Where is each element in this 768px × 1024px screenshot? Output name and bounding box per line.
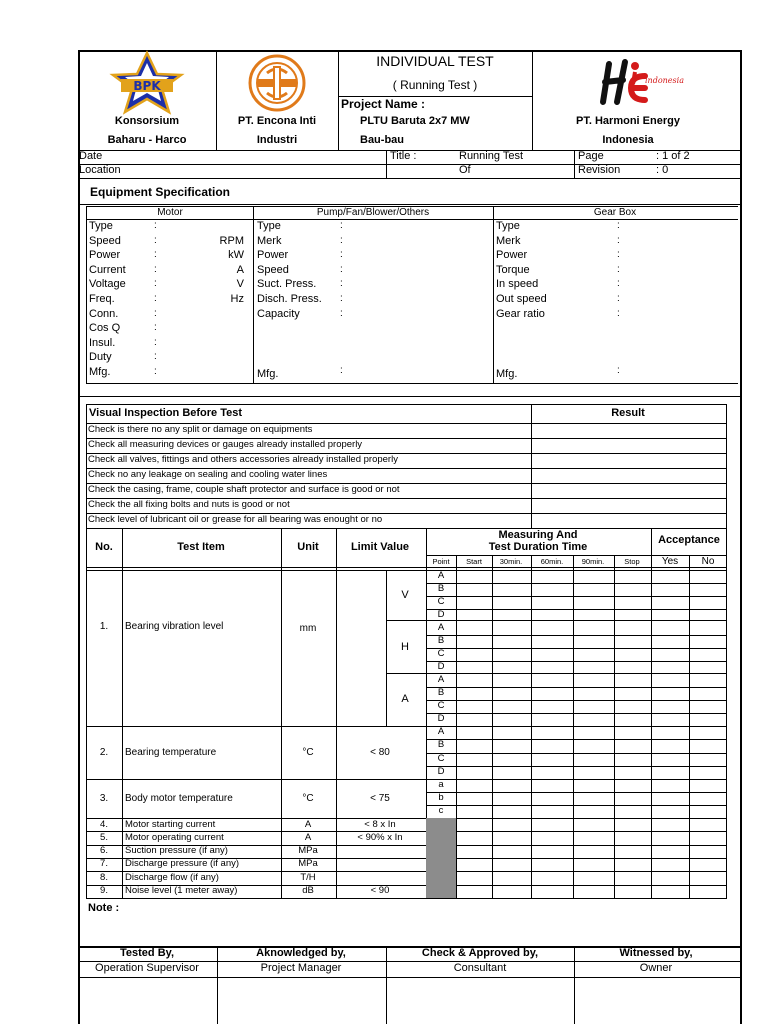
- test-row-unit: A: [304, 831, 312, 843]
- motor-spec-unit: V: [236, 278, 244, 291]
- col-measuring: Measuring And: [498, 529, 578, 541]
- motor-spec-value[interactable]: [162, 367, 218, 380]
- measure-reading-cells[interactable]: [457, 635, 651, 648]
- pump-spec-value[interactable]: [348, 236, 488, 249]
- gear-spec-colon: :: [617, 307, 620, 319]
- gear-spec-label: Out speed: [496, 293, 547, 305]
- motor-spec-label: Conn.: [89, 307, 119, 320]
- gear-spec-value[interactable]: [625, 279, 733, 292]
- pump-mfg-label: Mfg.: [257, 368, 279, 380]
- gear-spec-value[interactable]: [625, 309, 733, 322]
- pump-spec-value[interactable]: [348, 250, 488, 263]
- measure-reading-cells[interactable]: [457, 648, 651, 661]
- visual-check-item: Check all valves, fittings and others accessories already installed properly: [88, 454, 398, 465]
- pump-spec-label: Suct. Press.: [257, 278, 317, 291]
- measure-reading-cells[interactable]: [457, 687, 651, 700]
- project-location: Bau-bau: [360, 134, 404, 146]
- test-row-unit: dB: [302, 885, 314, 896]
- motor-spec-colon: :: [154, 293, 157, 304]
- motor-spec-colon: :: [154, 322, 157, 334]
- motor-spec-colon: :: [154, 220, 157, 231]
- pump-spec-label: Capacity: [257, 307, 300, 320]
- test-row-no: 5.: [100, 831, 108, 843]
- visual-check-item: Check the all fixing bolts and nuts is good or not: [88, 499, 290, 510]
- measure-reading-cells[interactable]: [457, 713, 651, 726]
- test-row-item: Motor starting current: [125, 818, 216, 830]
- bpk-logo-text: BPK: [133, 79, 161, 93]
- gear-mfg-colon: :: [617, 365, 620, 376]
- bearing-no: 2.: [99, 747, 109, 758]
- visual-result-cell[interactable]: [533, 469, 725, 482]
- pump-header: Pump/Fan/Blower/Others: [316, 207, 430, 218]
- bearing-unit: °C: [302, 747, 314, 758]
- signature-role: Witnessed by,: [619, 947, 693, 959]
- pump-spec-colon: :: [340, 278, 343, 290]
- gear-spec-colon: :: [617, 278, 620, 290]
- measure-reading-cells[interactable]: [457, 726, 651, 739]
- motor-spec-label: Freq.: [89, 293, 115, 305]
- test-row-unit: MPa: [298, 845, 318, 857]
- sub-point: Point: [432, 557, 450, 566]
- motor-spec-label: Current: [89, 263, 126, 276]
- motor-spec-label: Insul.: [89, 336, 116, 349]
- motor-spec-value[interactable]: [162, 323, 218, 336]
- pump-spec-label: Disch. Press.: [257, 293, 322, 305]
- visual-check-item: Check no any leakage on sealing and cooling water lines: [88, 469, 328, 480]
- pump-spec-colon: :: [340, 249, 343, 261]
- gear-mfg-label: Mfg.: [496, 368, 518, 380]
- measure-point-label: B: [437, 687, 445, 698]
- motor-spec-colon: :: [154, 307, 157, 319]
- visual-check-item: Check the casing, frame, couple shaft protector and surface is good or not: [88, 484, 400, 495]
- company3-line1: PT. Harmoni Energy: [576, 115, 680, 127]
- gearbox-header: Gear Box: [593, 207, 637, 218]
- company2-line1: PT. Encona Inti: [237, 115, 317, 127]
- measure-point-label: B: [437, 635, 445, 646]
- signature-title: Consultant: [453, 962, 507, 974]
- vibration-axis-a: A: [401, 693, 409, 705]
- motor-spec-colon: :: [154, 234, 157, 246]
- company1-line1: Konsorsium: [114, 115, 180, 127]
- measure-reading-cells[interactable]: [457, 753, 651, 766]
- gear-spec-label: Merk: [496, 234, 521, 247]
- signature-role: Check & Approved by,: [421, 947, 539, 959]
- measure-reading-cells[interactable]: [457, 739, 651, 752]
- bearing-limit: < 80: [370, 747, 390, 758]
- motor-spec-colon: :: [154, 351, 157, 363]
- measure-point-label: B: [437, 583, 445, 594]
- vibration-no: 1.: [99, 621, 109, 632]
- sub-90min: 90min.: [581, 557, 605, 566]
- signature-title: Operation Supervisor: [95, 962, 199, 974]
- measure-point-label: c: [438, 805, 444, 816]
- company1-line2: Baharu - Harco: [107, 134, 187, 146]
- project-name: PLTU Baruta 2x7 MW: [360, 115, 470, 127]
- motor-spec-label: Voltage: [89, 278, 126, 291]
- test-row-unit: MPa: [298, 858, 318, 870]
- vibration-unit: mm: [299, 623, 317, 634]
- test-row-item: Discharge pressure (if any): [125, 858, 240, 870]
- gear-spec-colon: :: [617, 249, 620, 261]
- pump-spec-label: Speed: [257, 263, 289, 276]
- pump-spec-colon: :: [340, 220, 343, 231]
- motor-spec-value[interactable]: [162, 294, 218, 307]
- measure-point-label: A: [437, 570, 445, 581]
- test-row-no: 8.: [100, 871, 108, 883]
- company3-line2: Indonesia: [602, 134, 654, 146]
- motor-spec-label: Cos Q: [89, 322, 121, 335]
- measure-reading-cells[interactable]: [457, 596, 651, 609]
- visual-result-cell[interactable]: [533, 439, 725, 452]
- pump-spec-label: Power: [257, 249, 289, 262]
- measure-reading-cells[interactable]: [457, 674, 651, 687]
- signature-role: Tested By,: [120, 947, 174, 959]
- visual-result-cell[interactable]: [533, 484, 725, 497]
- motor-spec-label: Power: [89, 249, 121, 262]
- sub-60min: 60min.: [540, 557, 564, 566]
- result-label: Result: [611, 407, 645, 419]
- test-reading-cells[interactable]: [457, 845, 651, 858]
- motor-spec-unit: Hz: [230, 293, 244, 305]
- test-reading-cells[interactable]: [457, 885, 651, 898]
- motor-spec-label: Type: [89, 220, 113, 232]
- sub-start: Start: [466, 557, 482, 566]
- form-subtitle: ( Running Test ): [392, 78, 478, 92]
- company2-line2: Industri: [256, 134, 298, 146]
- he-logo-subtext: indonesia: [645, 76, 684, 85]
- visual-result-cell[interactable]: [533, 499, 725, 512]
- measure-reading-cells[interactable]: [457, 792, 651, 805]
- pump-spec-colon: :: [340, 307, 343, 319]
- measure-reading-cells[interactable]: [457, 779, 651, 792]
- motor-spec-value[interactable]: [162, 221, 218, 234]
- motor-spec-colon: :: [154, 336, 157, 348]
- sub-no: No: [701, 556, 715, 567]
- measure-point-label: C: [437, 700, 445, 711]
- vibration-axis-v: V: [401, 589, 409, 601]
- title-value: Running Test: [459, 150, 524, 162]
- test-row-no: 9.: [100, 885, 108, 896]
- equipment-heading: Equipment Specification: [90, 185, 231, 199]
- motor-spec-value[interactable]: [162, 265, 218, 278]
- note-label: Note :: [88, 902, 120, 914]
- signature-role: Aknowledged by,: [256, 947, 346, 959]
- test-row-item: Motor operating current: [125, 831, 224, 843]
- measure-reading-cells[interactable]: [457, 622, 651, 635]
- motor-spec-colon: :: [154, 278, 157, 290]
- motor-spec-label: Duty: [89, 351, 112, 364]
- pump-spec-label: Merk: [257, 234, 282, 247]
- test-row-unit: T/H: [300, 871, 316, 883]
- gear-spec-value[interactable]: [625, 265, 733, 278]
- test-row-no: 6.: [100, 845, 108, 857]
- pump-spec-colon: :: [340, 293, 343, 304]
- col-acceptance: Acceptance: [658, 534, 720, 546]
- vibration-axis-h: H: [401, 641, 409, 653]
- test-reading-cells[interactable]: [457, 858, 651, 871]
- visual-result-cell[interactable]: [533, 514, 725, 527]
- gear-spec-colon: :: [617, 293, 620, 304]
- body-temp-unit: °C: [302, 793, 314, 804]
- test-row-item: Suction pressure (if any): [125, 845, 228, 857]
- measure-reading-cells[interactable]: [457, 583, 651, 596]
- visual-check-item: Check all measuring devices or gauges already installed properly: [88, 439, 363, 450]
- gear-spec-label: In speed: [496, 278, 539, 291]
- gear-spec-value[interactable]: [625, 250, 733, 263]
- measure-point-label: D: [437, 609, 445, 620]
- test-reading-cells[interactable]: [457, 831, 651, 844]
- pump-spec-colon: :: [340, 234, 343, 246]
- sub-yes: Yes: [661, 556, 679, 567]
- visual-result-cell[interactable]: [533, 454, 725, 467]
- title-label: Title :: [390, 150, 417, 162]
- encona-logo: [245, 53, 309, 113]
- visual-check-item: Check is there no any split or damage on equipments: [88, 424, 313, 435]
- measure-point-label: A: [437, 726, 445, 737]
- title-value-of: Of: [459, 164, 471, 176]
- motor-spec-colon: :: [154, 366, 157, 377]
- gear-spec-value[interactable]: [625, 221, 733, 234]
- col-unit: Unit: [297, 541, 319, 553]
- motor-header: Motor: [157, 207, 183, 218]
- measure-point-label: A: [437, 622, 445, 633]
- gear-spec-value[interactable]: [625, 236, 733, 249]
- motor-spec-value[interactable]: [162, 279, 218, 292]
- measure-point-label: D: [437, 713, 445, 724]
- visual-result-cell[interactable]: [533, 424, 725, 437]
- col-no: No.: [95, 541, 113, 553]
- page-value: : 1 of 2: [656, 150, 690, 162]
- col-limit-value: Limit Value: [350, 541, 410, 553]
- test-row-item: Discharge flow (if any): [125, 871, 219, 883]
- measure-point-label: C: [437, 596, 445, 607]
- pump-spec-value[interactable]: [348, 309, 488, 322]
- location-label: Location: [79, 164, 121, 176]
- col-duration: Test Duration Time: [488, 541, 588, 553]
- sub-30min: 30min.: [499, 557, 523, 566]
- harmoni-energy-logo: [595, 56, 684, 112]
- motor-spec-value[interactable]: [162, 250, 218, 263]
- point-na-cell: [426, 818, 456, 898]
- test-reading-cells[interactable]: [457, 818, 651, 831]
- gear-spec-colon: :: [617, 234, 620, 246]
- motor-spec-unit: kW: [228, 249, 244, 262]
- pump-spec-value[interactable]: [348, 279, 488, 292]
- project-label: Project Name :: [341, 97, 426, 111]
- gear-spec-value[interactable]: [625, 294, 733, 307]
- form-title: INDIVIDUAL TEST: [376, 53, 494, 69]
- motor-spec-unit: RPM: [219, 234, 244, 247]
- body-temp-no: 3.: [99, 793, 109, 804]
- col-test-item: Test Item: [177, 541, 225, 553]
- motor-spec-colon: :: [154, 249, 157, 261]
- signature-title: Owner: [639, 962, 673, 974]
- pump-mfg-colon: :: [340, 365, 343, 376]
- measure-reading-cells[interactable]: [457, 700, 651, 713]
- revision-value: : 0: [656, 164, 669, 176]
- gear-spec-label: Power: [496, 249, 528, 262]
- test-row-item: Noise level (1 meter away): [125, 885, 238, 896]
- gear-spec-colon: :: [617, 220, 620, 231]
- measure-point-label: b: [438, 792, 444, 803]
- gear-spec-colon: :: [617, 263, 620, 275]
- motor-spec-label: Speed: [89, 234, 121, 247]
- motor-spec-value[interactable]: [162, 309, 218, 322]
- test-row-limit: < 90% x In: [357, 831, 403, 843]
- page-label: Page: [578, 150, 604, 162]
- measure-point-label: D: [437, 765, 445, 777]
- gear-spec-label: Torque: [496, 263, 530, 276]
- measure-point-label: D: [437, 661, 445, 672]
- measure-reading-cells[interactable]: [457, 570, 651, 583]
- test-row-limit: < 8 x In: [364, 818, 396, 830]
- test-row-unit: A: [304, 818, 312, 830]
- measure-reading-cells[interactable]: [457, 766, 651, 779]
- pump-spec-label: Type: [257, 220, 281, 232]
- visual-check-item: Check level of lubricant oil or grease for all bearing was enought or no: [88, 514, 383, 525]
- bpk-star-logo: [99, 51, 195, 115]
- motor-spec-label: Mfg.: [89, 366, 111, 378]
- measure-point-label: C: [437, 648, 445, 659]
- date-label: Date: [79, 150, 103, 162]
- body-temp-item: Body motor temperature: [125, 793, 233, 804]
- signature-title: Project Manager: [260, 962, 342, 974]
- pump-spec-value[interactable]: [348, 221, 488, 234]
- measure-point-label: B: [437, 739, 445, 751]
- measure-reading-cells[interactable]: [457, 609, 651, 622]
- measure-point-label: a: [438, 779, 444, 790]
- gear-spec-label: Type: [496, 220, 520, 232]
- motor-spec-colon: :: [154, 263, 157, 275]
- motor-spec-value[interactable]: [162, 338, 218, 351]
- sub-stop: Stop: [624, 557, 640, 566]
- motor-spec-unit: A: [236, 263, 244, 276]
- measure-reading-cells[interactable]: [457, 805, 651, 818]
- measure-point-label: A: [437, 674, 445, 685]
- pump-spec-value[interactable]: [348, 265, 488, 278]
- vibration-item: Bearing vibration level: [125, 621, 224, 632]
- bearing-item: Bearing temperature: [125, 747, 217, 758]
- motor-spec-value[interactable]: [162, 236, 218, 249]
- test-row-no: 4.: [100, 818, 108, 830]
- body-temp-limit: < 75: [370, 793, 390, 804]
- measure-point-label: C: [437, 752, 445, 764]
- visual-heading: Visual Inspection Before Test: [89, 407, 243, 419]
- test-row-limit: < 90: [370, 885, 390, 896]
- test-row-no: 7.: [100, 858, 108, 870]
- pump-spec-value[interactable]: [348, 294, 488, 307]
- pump-spec-colon: :: [340, 263, 343, 275]
- motor-spec-value[interactable]: [162, 352, 218, 365]
- measure-reading-cells[interactable]: [457, 661, 651, 674]
- gear-spec-label: Gear ratio: [496, 307, 545, 320]
- revision-label: Revision: [578, 164, 621, 176]
- test-reading-cells[interactable]: [457, 871, 651, 884]
